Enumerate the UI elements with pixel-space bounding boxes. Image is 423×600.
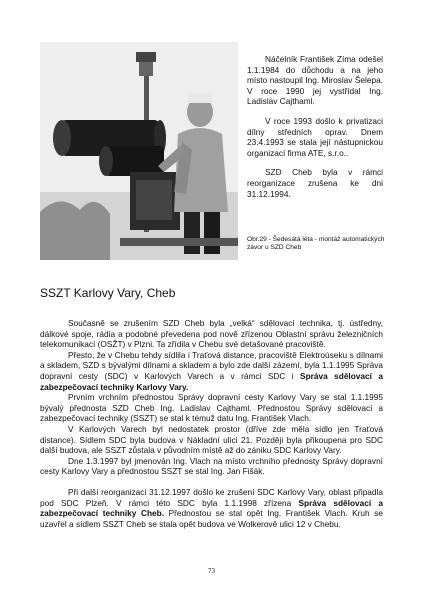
paragraph: Náčelník František Zíma odešel 1.1.1984 do důchodu a na jeho místo nastoupil Ing. Miroslav Šelepa. V roce 1990 jej vystřídal Ing. Ladislav Cajthaml.	[247, 54, 383, 107]
bold-text: Správa sdělovací a zabezpečovací techniky Karlovy Vary.	[40, 370, 383, 392]
paragraph-text: Přednostou se stal opět Ing. František Vlach. Kruh se uzavřel a sídlem SSZT Cheb se stala opět budova ve Wolkerově ulici 12 v Chebu.	[40, 508, 384, 529]
paragraph: V Karlových Varech byl nedostatek prostor (dříve zde měla sídlo jen Traťová distance). Sídlem SDC byla budova v Nákladní ulici 21. Později byla přikoupena pro SDC další budova, ale SSZT zůstala v původním místě až do zániku SDC Karlovy Vary.	[40, 423, 383, 456]
paragraph: Současně se zrušením SZD Cheb byla „velká“ sdělovací technika, tj. ústředny, dálkové spoje, rádia a podobné převedena pod nově zřízenou Oblastní správu železničních telekomunikací (OSŽT) v Plzni. Ta zřídila v Chebu své detašované pracoviště.	[40, 318, 383, 350]
paragraph-text: Při další reorganizaci 31.12.1997 došlo ke zrušení SDC Karlovy Vary, oblast připadla pod SDC Plzeň. V rámci této SDC byla 1.1.1998 zřízena	[40, 486, 383, 508]
paragraph: Dne 1.3.1997 byl jmenován Ing. Vlach na místo vrchního přednosty Správy dopravní cesty Karlovy Vary a přednostou SSZT se stal Ing. Jan Fišák.	[40, 455, 383, 477]
man-with-turnout-lamp-photo-icon	[40, 42, 238, 260]
paragraph-text: Přesto, že v Chebu tehdy sídlila i Traťová distance, pracoviště Elektroúseku s dílnami a skladem, SZD s bývalými dílnami a skladem a bylo zde další zázemí, byla 1.1.1995 Správa dopravní cesty (SDC) v Karlových Varech a v rámci SDC i	[40, 349, 383, 381]
body-text	[40, 318, 383, 529]
paragraph: Prvním vrchním přednostou Správy dopravní cesty Karlovy Vary se stal 1.1.1995 bývalý přednosta SZD Cheb Ing. Ladislav Cajthaml. Přednostou Správy sdělovací a zabezpečovací techniky (SSZT) se stal k témuž datu Ing. František Vlach.	[40, 392, 383, 424]
figure-caption: Obr.29 - Šedesátá léta - montáž automatických závor u SZD Cheb	[247, 236, 385, 252]
right-column-text	[247, 54, 383, 208]
photo-signal-installation	[40, 42, 238, 260]
paragraph	[40, 487, 383, 529]
section-title: SSZT Karlovy Vary, Cheb	[40, 286, 176, 300]
page-number: 73	[208, 567, 215, 575]
paragraph: V roce 1993 došlo k privatizaci dílny středních oprav. Dnem 23.4.1993 se stala její nástupnickou organizací firma ATE, s.r.o..	[247, 115, 383, 158]
paragraph: SZD Cheb byla v rámci reorganizace zrušena ke dni 31.12.1994.	[247, 167, 383, 199]
bold-text: Správa sdělovací a zabezpečovací techniky Cheb.	[40, 497, 384, 519]
paragraph	[40, 350, 383, 392]
